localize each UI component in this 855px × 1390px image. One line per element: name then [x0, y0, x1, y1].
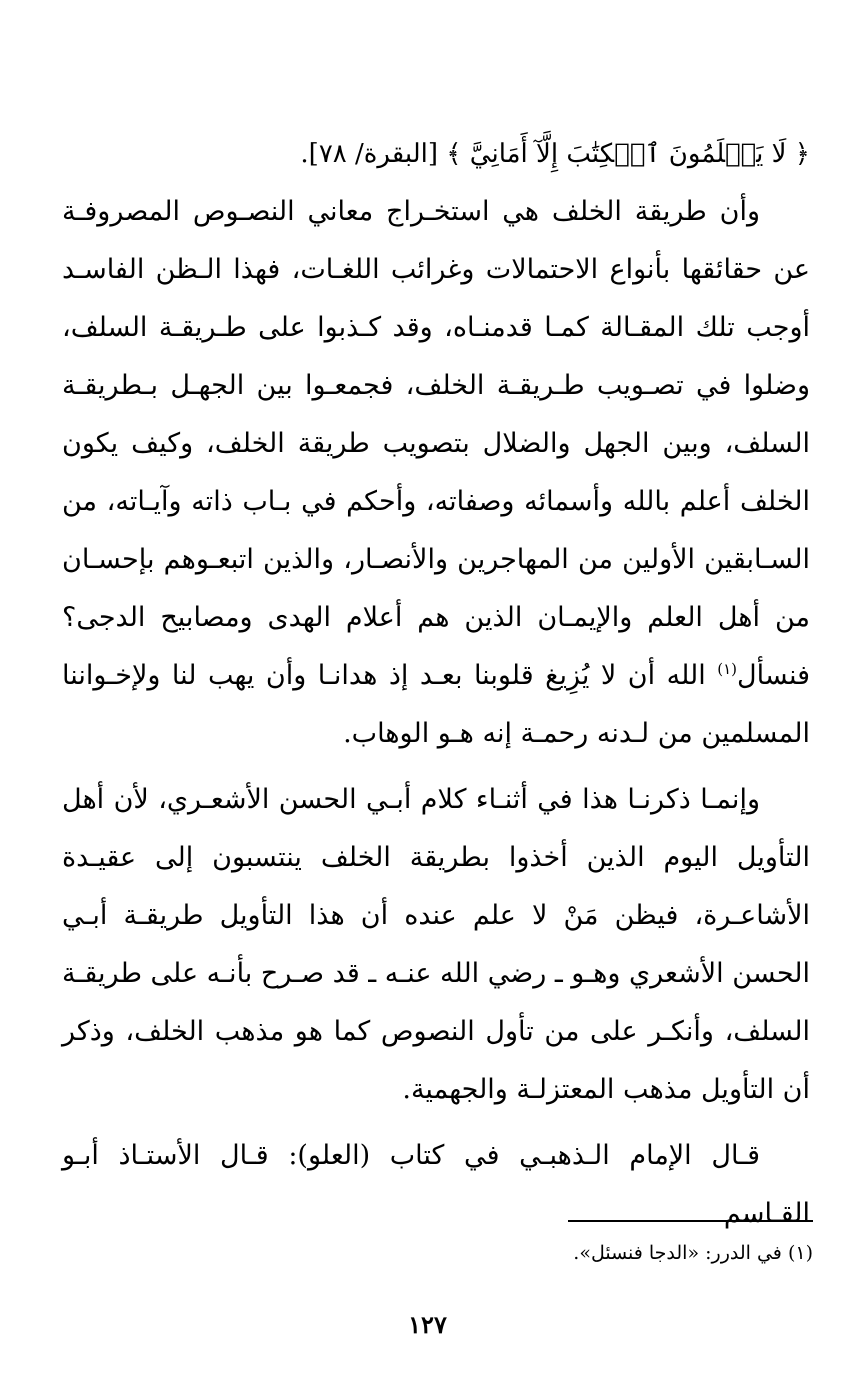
page-number: ١٢٧ — [408, 1310, 447, 1339]
footnote — [300, 1238, 813, 1268]
footnote-reference: (١) — [717, 660, 738, 678]
body-text — [62, 125, 810, 1243]
quran-verse: ﴿ لَا يَعۡلَمُونَ ٱلۡكِتَٰبَ إِلَّآ أَمَانِيَّ ﴾ [البقرة/ ٧٨]. — [300, 139, 810, 169]
footnote-text: في الدرر: «الدجا فنسئل». — [573, 1242, 782, 1264]
paragraph-3: قـال الإمام الـذهبـي في كتاب (العلو): قـال الأستـاذ أبـو القـاسم — [62, 1140, 810, 1229]
paragraph-1 — [62, 183, 810, 763]
footnote-divider — [568, 1220, 813, 1222]
paragraph-1-continuation: الله أن لا يُزِيغ قلوبنا بعـد إذ هدانـا وأن يهب لنا ولإخـواننا المسلمين من لـدنه رحمـة إنه هـو الوهاب. — [62, 660, 810, 749]
footnote-marker: (١) — [787, 1242, 813, 1264]
paragraph-1-text: وأن طريقة الخلف هي استخـراج معاني النصـوص المصروفـة عن حقائقها بأنواع الاحتمالات وغرائب اللغـات، فهذا الـظن الفاسـد أوجب تلك المقـالة كمـا قدمنـاه، وقد كـذبوا على طـريقـة السلف، وضلوا في تصـويب طـريقـة الخلف، فجمعـوا بين الجهـل بـطريقـة السلف، وبين الجهل والضلال بتصويب طريقة الخلف، وكيف يكون الخلف أعلم بالله وأسمائه وصفاته، وأحكم في بـاب ذاته وآيـاته، من السـابقين الأولين من المهاجرين والأنصـار، والذين اتبعـوهم بإحسـان من أهل العلم والإيمـان الذين هم أعلام الهدى ومصابيح الدجى؟ فنسأل — [62, 196, 810, 691]
paragraph-2: وإنمـا ذكرنـا هذا في أثنـاء كلام أبـي الحسن الأشعـري، لأن أهل التأويل اليوم الذين أخذوا بطريقة الخلف ينتسبون إلى عقيـدة الأشاعـرة، فيظن مَنْ لا علم عنده أن هذا التأويل طريقـة أبـي الحسن الأشعري وهـو ـ رضي الله عنـه ـ قد صـرح بأنـه على طريقـة السلف، وأنكـر على من تأول النصوص كما هو مذهب الخلف، وذكر أن التأويل مذهب المعتزلـة والجهمية. — [62, 784, 810, 1105]
